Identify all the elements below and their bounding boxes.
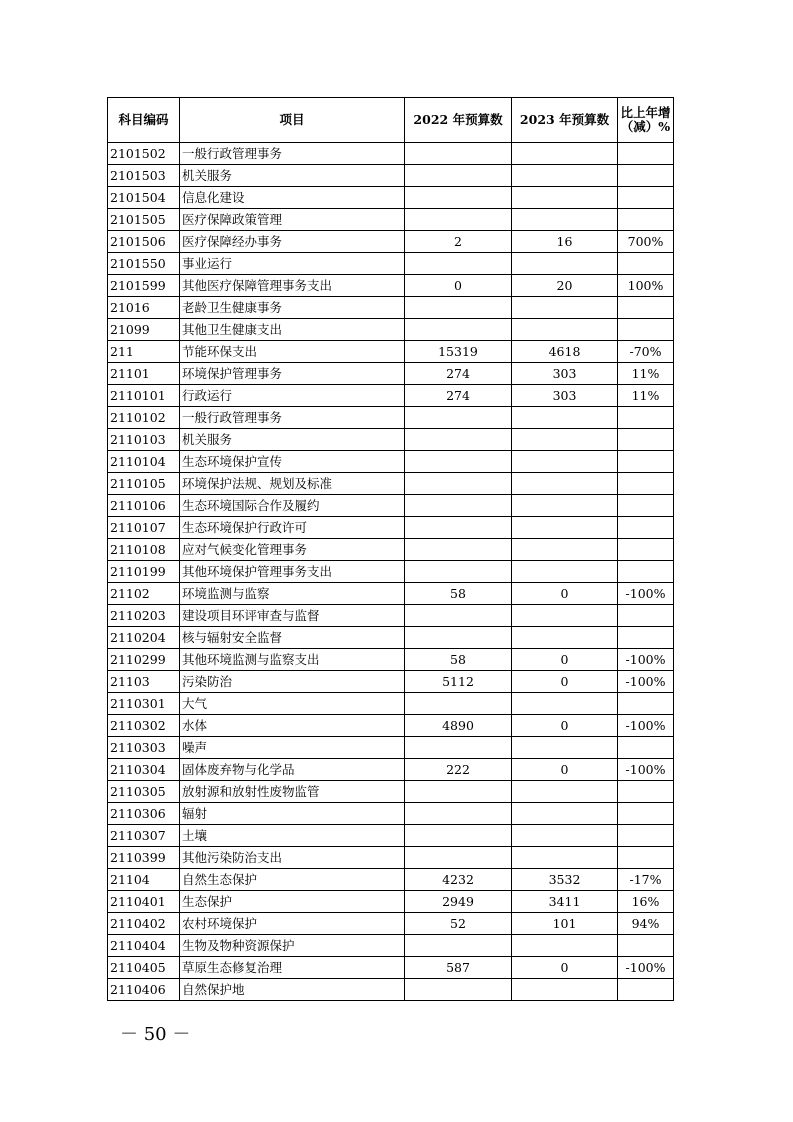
cell-2022	[405, 979, 512, 1001]
cell-2023	[512, 473, 618, 495]
table-row	[108, 253, 674, 275]
cell-2023: 303	[512, 363, 618, 385]
cell-2022: 2949	[405, 891, 512, 913]
cell-code: 2110101	[108, 385, 180, 407]
cell-change	[618, 473, 674, 495]
cell-item: 生态环境保护行政许可	[180, 517, 405, 539]
table-row	[108, 539, 674, 561]
table-body	[108, 143, 674, 1001]
cell-2022: 4890	[405, 715, 512, 737]
cell-change: 11%	[618, 363, 674, 385]
cell-2022: 2	[405, 231, 512, 253]
table-row	[108, 561, 674, 583]
cell-code: 2110405	[108, 957, 180, 979]
cell-change	[618, 781, 674, 803]
cell-code: 2110301	[108, 693, 180, 715]
cell-code: 2110304	[108, 759, 180, 781]
cell-2022: 587	[405, 957, 512, 979]
cell-code: 2101599	[108, 275, 180, 297]
cell-2022	[405, 187, 512, 209]
table-row	[108, 825, 674, 847]
table-row	[108, 451, 674, 473]
cell-item: 机关服务	[180, 429, 405, 451]
cell-2023: 3411	[512, 891, 618, 913]
table-row	[108, 935, 674, 957]
cell-2022	[405, 737, 512, 759]
table-row	[108, 517, 674, 539]
cell-2022	[405, 693, 512, 715]
table-row	[108, 649, 674, 671]
cell-change	[618, 605, 674, 627]
cell-code: 21103	[108, 671, 180, 693]
cell-item: 环境保护法规、规划及标准	[180, 473, 405, 495]
table-row	[108, 165, 674, 187]
cell-2023	[512, 187, 618, 209]
header-2022: 2022 年预算数	[405, 98, 512, 143]
cell-change	[618, 253, 674, 275]
cell-item: 自然生态保护	[180, 869, 405, 891]
cell-code: 211	[108, 341, 180, 363]
cell-2023: 4618	[512, 341, 618, 363]
table-row	[108, 869, 674, 891]
cell-change	[618, 451, 674, 473]
cell-change: -100%	[618, 715, 674, 737]
cell-item: 土壤	[180, 825, 405, 847]
cell-2023	[512, 825, 618, 847]
cell-item: 生态保护	[180, 891, 405, 913]
cell-item: 固体废弃物与化学品	[180, 759, 405, 781]
cell-2023	[512, 143, 618, 165]
cell-2022: 222	[405, 759, 512, 781]
cell-code: 21102	[108, 583, 180, 605]
cell-2022	[405, 253, 512, 275]
cell-item: 辐射	[180, 803, 405, 825]
cell-change	[618, 429, 674, 451]
cell-item: 其他环境监测与监察支出	[180, 649, 405, 671]
cell-code: 2110105	[108, 473, 180, 495]
cell-item: 节能环保支出	[180, 341, 405, 363]
cell-item: 核与辐射安全监督	[180, 627, 405, 649]
cell-code: 21099	[108, 319, 180, 341]
cell-2023	[512, 627, 618, 649]
cell-2023	[512, 561, 618, 583]
cell-2023	[512, 297, 618, 319]
cell-item: 农村环境保护	[180, 913, 405, 935]
cell-change	[618, 825, 674, 847]
cell-item: 信息化建设	[180, 187, 405, 209]
cell-code: 2110299	[108, 649, 180, 671]
cell-item: 医疗保障经办事务	[180, 231, 405, 253]
table-row	[108, 583, 674, 605]
cell-change	[618, 165, 674, 187]
cell-code: 2110399	[108, 847, 180, 869]
cell-2022: 274	[405, 385, 512, 407]
cell-code: 2101550	[108, 253, 180, 275]
cell-code: 2110199	[108, 561, 180, 583]
cell-2023: 101	[512, 913, 618, 935]
table-row	[108, 715, 674, 737]
cell-2023	[512, 319, 618, 341]
cell-2022: 52	[405, 913, 512, 935]
cell-2022: 0	[405, 275, 512, 297]
cell-2023	[512, 935, 618, 957]
cell-item: 其他卫生健康支出	[180, 319, 405, 341]
table-row	[108, 231, 674, 253]
cell-2023	[512, 781, 618, 803]
cell-item: 医疗保障政策管理	[180, 209, 405, 231]
cell-item: 放射源和放射性废物监管	[180, 781, 405, 803]
cell-item: 事业运行	[180, 253, 405, 275]
cell-item: 水体	[180, 715, 405, 737]
cell-item: 一般行政管理事务	[180, 407, 405, 429]
cell-2022: 15319	[405, 341, 512, 363]
cell-2022: 58	[405, 649, 512, 671]
cell-change: 94%	[618, 913, 674, 935]
table-row	[108, 407, 674, 429]
cell-2023	[512, 429, 618, 451]
cell-item: 环境保护管理事务	[180, 363, 405, 385]
cell-2022	[405, 539, 512, 561]
cell-2023	[512, 803, 618, 825]
cell-2023: 3532	[512, 869, 618, 891]
cell-2023	[512, 693, 618, 715]
cell-code: 2101503	[108, 165, 180, 187]
cell-code: 2110203	[108, 605, 180, 627]
cell-change: -100%	[618, 671, 674, 693]
cell-change	[618, 561, 674, 583]
cell-2023	[512, 407, 618, 429]
cell-change: -17%	[618, 869, 674, 891]
cell-code: 21101	[108, 363, 180, 385]
table-row	[108, 627, 674, 649]
table-row	[108, 693, 674, 715]
cell-code: 2110107	[108, 517, 180, 539]
cell-2022	[405, 495, 512, 517]
cell-2022	[405, 627, 512, 649]
header-2023: 2023 年预算数	[512, 98, 618, 143]
cell-2022	[405, 935, 512, 957]
cell-item: 应对气候变化管理事务	[180, 539, 405, 561]
cell-2022: 58	[405, 583, 512, 605]
cell-2022	[405, 407, 512, 429]
cell-item: 噪声	[180, 737, 405, 759]
header-code: 科目编码	[108, 98, 180, 143]
cell-2022	[405, 319, 512, 341]
cell-change	[618, 979, 674, 1001]
cell-2023	[512, 979, 618, 1001]
cell-change	[618, 517, 674, 539]
cell-2022	[405, 561, 512, 583]
cell-2023: 0	[512, 759, 618, 781]
cell-2022	[405, 825, 512, 847]
cell-change	[618, 847, 674, 869]
cell-2023: 0	[512, 957, 618, 979]
cell-code: 2110404	[108, 935, 180, 957]
cell-change	[618, 143, 674, 165]
table-row	[108, 275, 674, 297]
cell-item: 机关服务	[180, 165, 405, 187]
cell-item: 生态环境保护宣传	[180, 451, 405, 473]
cell-item: 生物及物种资源保护	[180, 935, 405, 957]
cell-2022	[405, 605, 512, 627]
table-row	[108, 759, 674, 781]
cell-code: 2110406	[108, 979, 180, 1001]
table-row	[108, 385, 674, 407]
cell-change	[618, 803, 674, 825]
cell-item: 污染防治	[180, 671, 405, 693]
cell-2022	[405, 451, 512, 473]
cell-code: 2110302	[108, 715, 180, 737]
cell-change	[618, 693, 674, 715]
cell-2023	[512, 209, 618, 231]
cell-2022	[405, 429, 512, 451]
cell-change	[618, 495, 674, 517]
table-row	[108, 473, 674, 495]
cell-item: 其他污染防治支出	[180, 847, 405, 869]
cell-2022: 274	[405, 363, 512, 385]
cell-2023	[512, 539, 618, 561]
cell-code: 2110108	[108, 539, 180, 561]
cell-2022	[405, 297, 512, 319]
cell-code: 2110305	[108, 781, 180, 803]
cell-change: -70%	[618, 341, 674, 363]
cell-change: 16%	[618, 891, 674, 913]
table-row	[108, 913, 674, 935]
cell-2022	[405, 165, 512, 187]
cell-code: 2110307	[108, 825, 180, 847]
cell-change: 11%	[618, 385, 674, 407]
cell-item: 大气	[180, 693, 405, 715]
cell-code: 2110102	[108, 407, 180, 429]
cell-change	[618, 539, 674, 561]
table-row	[108, 319, 674, 341]
table-row	[108, 891, 674, 913]
cell-item: 其他医疗保障管理事务支出	[180, 275, 405, 297]
table-row	[108, 143, 674, 165]
cell-code: 2101502	[108, 143, 180, 165]
cell-2023: 0	[512, 649, 618, 671]
cell-2022	[405, 473, 512, 495]
cell-item: 一般行政管理事务	[180, 143, 405, 165]
table-row	[108, 847, 674, 869]
table-row	[108, 671, 674, 693]
cell-item: 自然保护地	[180, 979, 405, 1001]
cell-code: 2101504	[108, 187, 180, 209]
cell-code: 2110401	[108, 891, 180, 913]
table-row	[108, 363, 674, 385]
cell-change: -100%	[618, 583, 674, 605]
header-item: 项目	[180, 98, 405, 143]
table-row	[108, 781, 674, 803]
cell-code: 2110104	[108, 451, 180, 473]
cell-change	[618, 187, 674, 209]
table-row	[108, 737, 674, 759]
cell-code: 2110106	[108, 495, 180, 517]
header-change: 比上年增（减）%	[618, 98, 674, 143]
cell-2022: 5112	[405, 671, 512, 693]
cell-item: 环境监测与监察	[180, 583, 405, 605]
cell-2022	[405, 803, 512, 825]
cell-change	[618, 627, 674, 649]
cell-change	[618, 319, 674, 341]
table-row	[108, 605, 674, 627]
table-header-row	[108, 98, 674, 143]
cell-2023	[512, 847, 618, 869]
table-row	[108, 979, 674, 1001]
cell-change: -100%	[618, 957, 674, 979]
cell-2022: 4232	[405, 869, 512, 891]
cell-2023: 0	[512, 583, 618, 605]
cell-2023	[512, 517, 618, 539]
cell-code: 2110103	[108, 429, 180, 451]
cell-change	[618, 407, 674, 429]
cell-2023	[512, 737, 618, 759]
cell-change	[618, 737, 674, 759]
cell-change: 700%	[618, 231, 674, 253]
cell-2023: 0	[512, 671, 618, 693]
table-row	[108, 341, 674, 363]
cell-item: 草原生态修复治理	[180, 957, 405, 979]
budget-table	[107, 97, 674, 1001]
cell-item: 建设项目环评审查与监督	[180, 605, 405, 627]
cell-2022	[405, 517, 512, 539]
cell-2022	[405, 209, 512, 231]
cell-code: 2110306	[108, 803, 180, 825]
cell-2022	[405, 143, 512, 165]
cell-code: 2110303	[108, 737, 180, 759]
table-row	[108, 803, 674, 825]
cell-change: -100%	[618, 759, 674, 781]
cell-item: 生态环境国际合作及履约	[180, 495, 405, 517]
cell-code: 2110204	[108, 627, 180, 649]
cell-2023: 16	[512, 231, 618, 253]
cell-code: 21104	[108, 869, 180, 891]
cell-item: 老龄卫生健康事务	[180, 297, 405, 319]
cell-item: 其他环境保护管理事务支出	[180, 561, 405, 583]
cell-2023	[512, 165, 618, 187]
cell-code: 2110402	[108, 913, 180, 935]
cell-2023: 0	[512, 715, 618, 737]
cell-change	[618, 209, 674, 231]
cell-2022	[405, 781, 512, 803]
cell-2023	[512, 253, 618, 275]
cell-2023	[512, 495, 618, 517]
cell-change	[618, 297, 674, 319]
cell-change: 100%	[618, 275, 674, 297]
cell-code: 21016	[108, 297, 180, 319]
cell-change: -100%	[618, 649, 674, 671]
cell-code: 2101505	[108, 209, 180, 231]
cell-2023: 303	[512, 385, 618, 407]
table-row	[108, 209, 674, 231]
table-row	[108, 495, 674, 517]
cell-2023	[512, 605, 618, 627]
cell-2023: 20	[512, 275, 618, 297]
cell-code: 2101506	[108, 231, 180, 253]
cell-item: 行政运行	[180, 385, 405, 407]
table-row	[108, 297, 674, 319]
table-row	[108, 187, 674, 209]
page-number: － 50 －	[120, 1024, 191, 1045]
table-row	[108, 957, 674, 979]
cell-change	[618, 935, 674, 957]
cell-2022	[405, 847, 512, 869]
cell-2023	[512, 451, 618, 473]
table-row	[108, 429, 674, 451]
